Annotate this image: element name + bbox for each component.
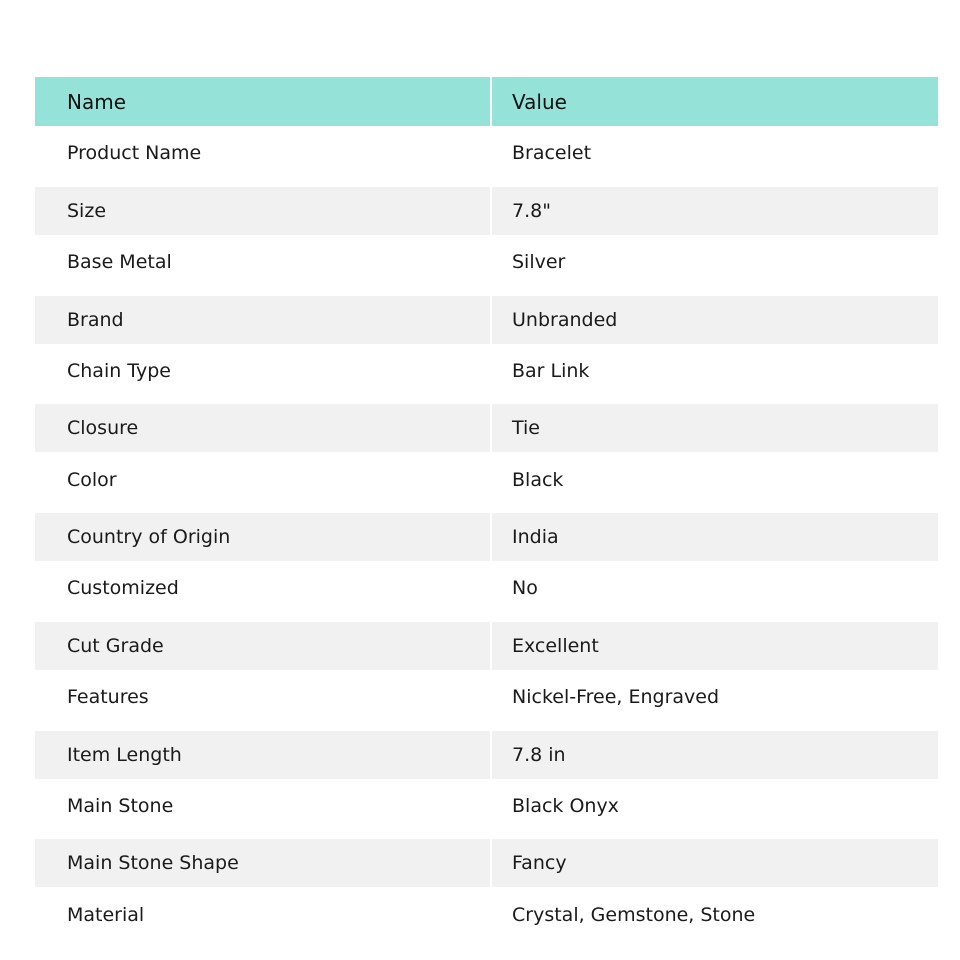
row-name-cell: Color — [35, 452, 490, 506]
row-value-cell: Black Onyx — [492, 779, 938, 833]
row-name-cell: Chain Type — [35, 344, 490, 398]
row-name-cell: Main Stone — [35, 779, 490, 833]
row-value-cell: Nickel-Free, Engraved — [492, 670, 938, 724]
row-name-cell: Brand — [35, 296, 490, 344]
table-row — [35, 180, 938, 234]
row-name-cell: Features — [35, 670, 490, 724]
row-name-cell: Main Stone Shape — [35, 839, 490, 887]
row-name-cell: Product Name — [35, 126, 490, 180]
row-name-cell: Size — [35, 187, 490, 235]
table-row — [35, 452, 938, 506]
table-row — [35, 289, 938, 343]
row-value-cell: Tie — [492, 404, 938, 452]
row-name-cell: Base Metal — [35, 235, 490, 289]
table-row — [35, 616, 938, 670]
row-name-cell: Closure — [35, 404, 490, 452]
row-value-cell: Excellent — [492, 622, 938, 670]
table-row — [35, 507, 938, 561]
row-value-cell: Bar Link — [492, 344, 938, 398]
table-row — [35, 670, 938, 724]
row-name-cell: Country of Origin — [35, 513, 490, 561]
table-row — [35, 887, 938, 941]
row-name-cell: Customized — [35, 561, 490, 615]
table-row — [35, 561, 938, 615]
table-row — [35, 833, 938, 887]
row-value-cell: Black — [492, 452, 938, 506]
row-name-cell: Material — [35, 887, 490, 941]
row-value-cell: India — [492, 513, 938, 561]
row-value-cell: Unbranded — [492, 296, 938, 344]
row-value-cell: Bracelet — [492, 126, 938, 180]
table-row — [35, 779, 938, 833]
row-value-cell: Silver — [492, 235, 938, 289]
row-value-cell: No — [492, 561, 938, 615]
table-row — [35, 724, 938, 778]
table-row — [35, 398, 938, 452]
table-row — [35, 344, 938, 398]
table-row — [35, 235, 938, 289]
row-name-cell: Item Length — [35, 731, 490, 779]
spec-table — [35, 77, 938, 942]
row-value-cell: 7.8 in — [492, 731, 938, 779]
row-value-cell: Crystal, Gemstone, Stone — [492, 887, 938, 941]
table-header — [35, 77, 938, 126]
row-value-cell: 7.8" — [492, 187, 938, 235]
table-row — [35, 126, 938, 180]
header-name: Name — [35, 77, 490, 126]
row-name-cell: Cut Grade — [35, 622, 490, 670]
row-value-cell: Fancy — [492, 839, 938, 887]
header-value: Value — [492, 77, 938, 126]
